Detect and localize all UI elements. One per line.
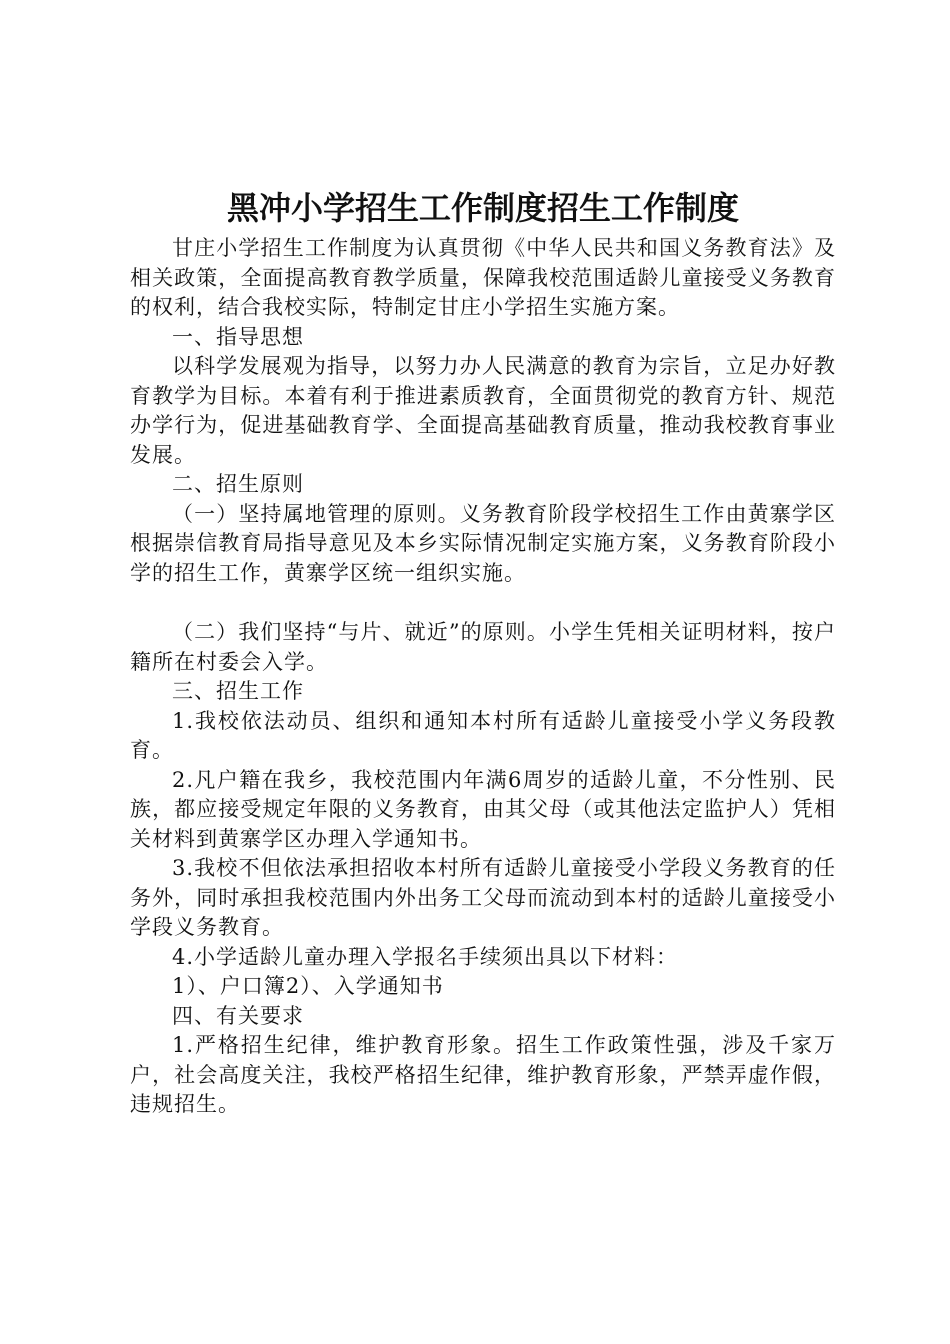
work-item-2: 2.凡户籍在我乡，我校范围内年满6周岁的适龄儿童，不分性别、民族，都应接受规定年限的义务教育，由其父母（或其他法定监护人）凭相关材料到黄寨学区办理入学通知书。 [130, 767, 836, 851]
blank-line [130, 588, 836, 618]
section-heading-enrollment-work: 三、招生工作 [172, 679, 304, 703]
required-materials-list: 1）、户口簿2）、入学通知书 [172, 974, 444, 998]
section-heading-enrollment-principles: 二、招生原则 [172, 472, 304, 496]
guiding-ideology-paragraph: 以科学发展观为指导，以努力办人民满意的教育为宗旨，立足办好教育教学为目标。本着有利于推进素质教育，全面贯彻党的教育方针、规范办学行为，促进基础教育学、全面提高基础教育质量，推动我校教育事业发展。 [130, 354, 836, 467]
principle-1-paragraph: （一）坚持属地管理的原则。义务教育阶段学校招生工作由黄寨学区根据崇信教育局指导意见及本乡实际情况制定实施方案，义务教育阶段小学的招生工作，黄寨学区统一组织实施。 [130, 501, 836, 585]
work-item-3: 3.我校不但依法承担招收本村所有适龄儿童接受小学段义务教育的任务外，同时承担我校范围内外出务工父母而流动到本村的适龄儿童接受小学段义务教育。 [130, 856, 836, 939]
document-title: 黑冲小学招生工作制度招生工作制度 [226, 189, 739, 227]
section-heading-guiding-ideology: 一、指导思想 [172, 324, 304, 349]
section-heading-requirements: 四、有关要求 [172, 1003, 304, 1028]
document-page [130, 186, 836, 1120]
work-item-4: 4.小学适龄儿童办理入学报名手续须出具以下材料： [172, 944, 679, 969]
intro-paragraph: 甘庄小学招生工作制度为认真贯彻《中华人民共和国义务教育法》及相关政策，全面提高教育教学质量，保障我校范围适龄儿童接受义务教育的权利，结合我校实际，特制定甘庄小学招生实施方案。 [130, 236, 836, 319]
work-item-1: 1.我校依法动员、组织和通知本村所有适龄儿童接受小学义务段教育。 [130, 708, 836, 762]
principle-2-paragraph: （二）我们坚持“与片、就近”的原则。小学生凭相关证明材料，按户籍所在村委会入学。 [130, 620, 836, 674]
requirement-item-1: 1.严格招生纪律，维护教育形象。招生工作政策性强，涉及千家万户，社会高度关注，我校严格招生纪律，维护教育形象，严禁弄虚作假，违规招生。 [130, 1033, 836, 1116]
